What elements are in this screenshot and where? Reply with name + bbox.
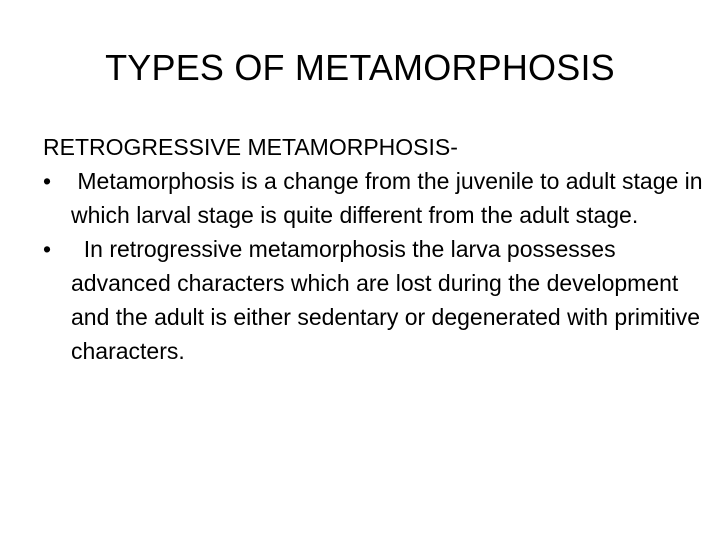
slide-title: TYPES OF METAMORPHOSIS [105,47,615,88]
bullet-list [43,164,709,368]
bullet-text-2: In retrogressive metamorphosis the larva possesses advanced characters which are lost during the development and the adult is either sedentary or degenerated with primitive characters. [71,236,707,364]
bullet-icon: • [43,168,52,194]
bullet-item-1 [43,164,709,232]
bullet-text-1: Metamorphosis is a change from the juvenile to adult stage in which larval stage is quite different from the adult stage. [71,168,709,228]
section-heading: RETROGRESSIVE METAMORPHOSIS- [43,134,458,160]
slide-content [43,130,709,368]
bullet-icon: • [43,236,52,262]
bullet-item-2 [43,232,707,368]
